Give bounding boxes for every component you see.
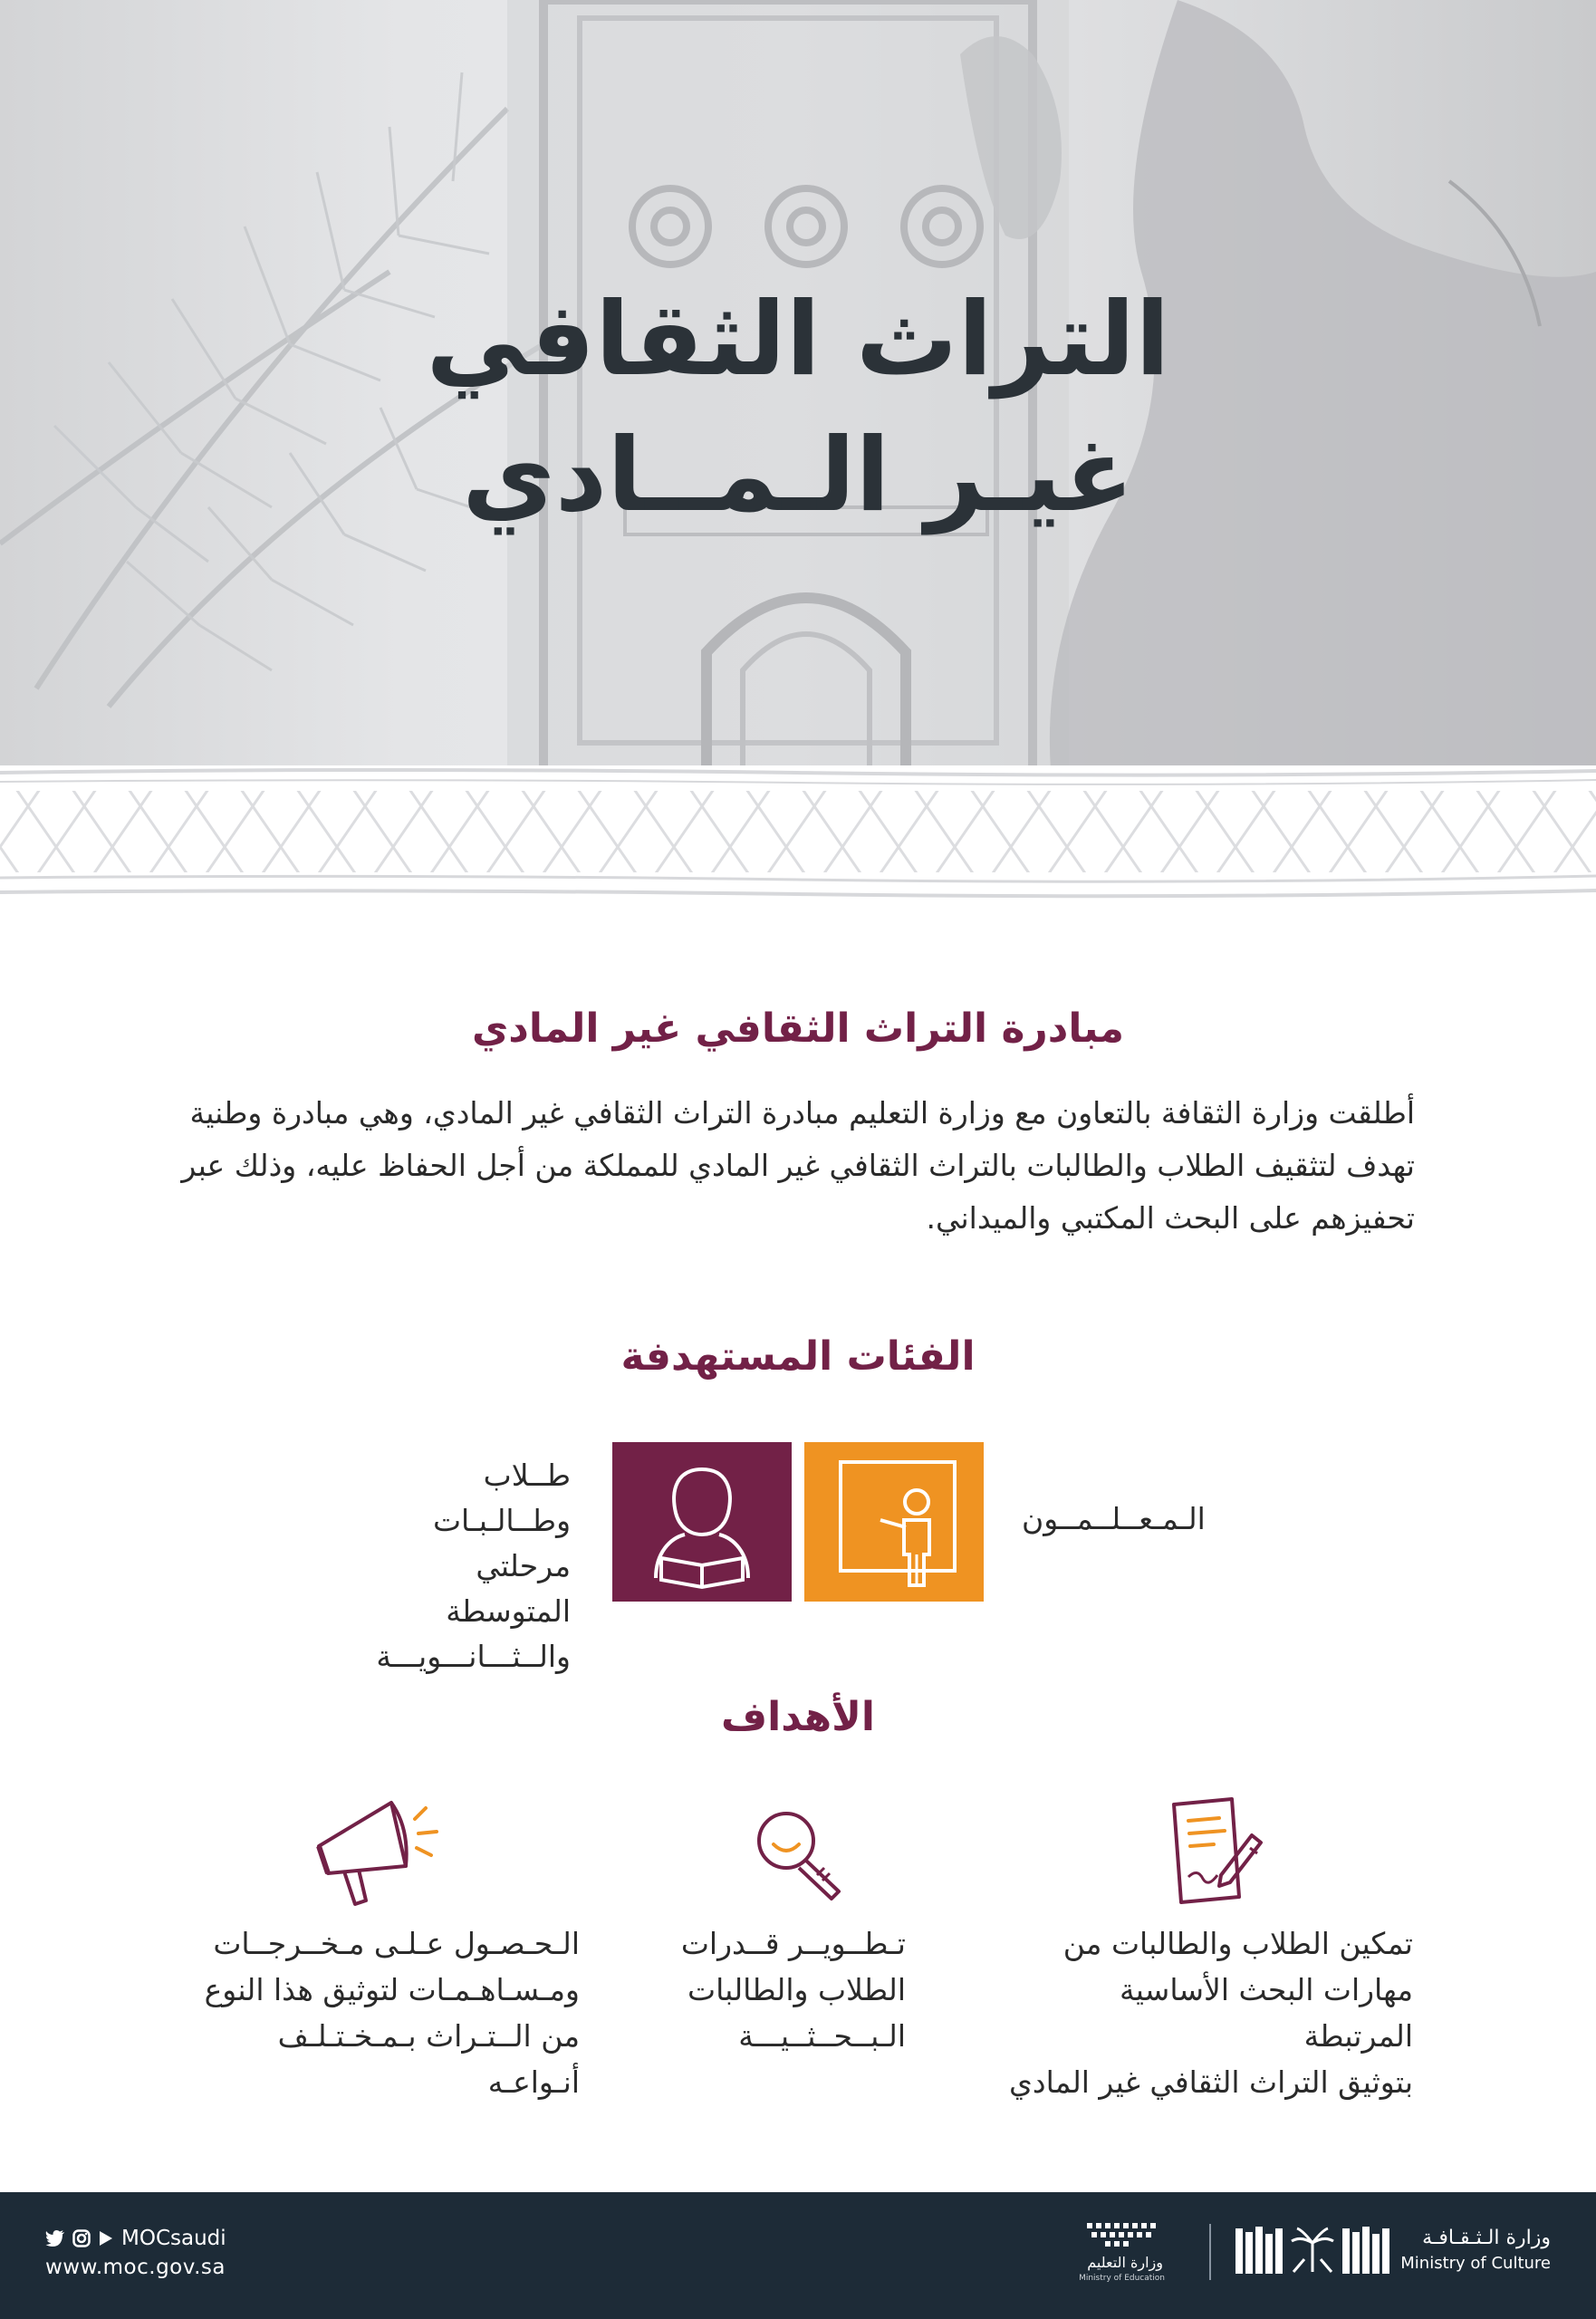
goal-item (1005, 1920, 1413, 2105)
students-tile (612, 1442, 792, 1602)
social-handle[interactable]: MOCsaudi (121, 2227, 226, 2250)
students-label-line: طــلاب وطــالـبـات (432, 1458, 571, 1538)
goals-heading: الأهداف (721, 1694, 875, 1740)
students-label-line: والــثـــانـــويـــة (376, 1639, 571, 1674)
teacher-at-board-icon (804, 1442, 984, 1602)
goal-line: تمكين الطلاب والطالبات من (1062, 1926, 1413, 1961)
ministry-of-culture-logo (1235, 2223, 1389, 2277)
target-groups-heading: الفئات المستهدفة (620, 1333, 976, 1380)
initiative-description (181, 1087, 1415, 1245)
goal-line: بتوثيق التراث الثقافي غير المادي (1009, 2064, 1413, 2100)
goal-line: الـبــحــثــيـــة (738, 2018, 906, 2054)
website-link[interactable]: www.moc.gov.sa (45, 2256, 226, 2279)
hero-title-line1: التراث الثقافي (426, 281, 1170, 399)
moe-name-ar: وزارة التعليم (1087, 2254, 1163, 2271)
goal-line: ومـسـاهـمـات لتوثيق هذا النوع (204, 1972, 580, 2007)
moc-name-en: Ministry of Culture (1400, 2254, 1551, 2273)
initiative-line: تحفيزهم على البحث المكتبي والميداني. (926, 1200, 1415, 1236)
hero-title-line2: غيـر الـمــادي (462, 417, 1134, 534)
initiative-line: أطلقت وزارة الثقافة بالتعاون مع وزارة التعليم مبادرة التراث الثقافي غير المادي، وهي مبادرة وطنية (189, 1095, 1415, 1131)
youtube-icon[interactable] (98, 2229, 114, 2247)
goal-line: الـحـصـول عـلـى مـخــرجــات (213, 1926, 580, 1961)
hero-title (0, 272, 1596, 544)
students-label (353, 1453, 571, 1679)
students-label-line: مرحلتي المتوسطة (446, 1548, 571, 1629)
goal-line: الطلاب والطالبات (687, 1972, 906, 2007)
hero-banner (0, 0, 1596, 770)
goal-item (652, 1920, 906, 2059)
goal-item (181, 1920, 580, 2105)
document-pen-icon (1161, 1795, 1266, 1908)
ministry-of-education-logo (1051, 2218, 1187, 2254)
twitter-icon[interactable] (45, 2229, 65, 2247)
moc-name-ar: وزارة الـثـقـافـة (1422, 2227, 1551, 2249)
social-links (45, 2227, 226, 2250)
teachers-label: الـمـعــلــمــون (1022, 1501, 1206, 1536)
goal-line: مهارات البحث الأساسية المرتبطة (1120, 1972, 1413, 2054)
initiative-heading: مبادرة التراث الثقافي غير المادي (471, 1006, 1125, 1052)
initiative-line: تهدف لتثقيف الطلاب والطالبات بالتراث الثقافي غير المادي للمملكة من أجل الحفاظ عليه، وذلك عبر (181, 1148, 1415, 1183)
footer-divider (1209, 2224, 1211, 2280)
goal-line: تـطــويــر قــدرات (680, 1926, 906, 1961)
instagram-icon[interactable] (72, 2229, 91, 2247)
decorative-lattice-strip (0, 765, 1596, 900)
megaphone-icon (308, 1792, 444, 1910)
moe-name-en: Ministry of Education (1079, 2274, 1165, 2283)
student-reading-icon (612, 1442, 792, 1602)
goal-line: من الــتـراث بـمـخـتـلـف أنـواعـه (277, 2018, 580, 2100)
teachers-tile (804, 1442, 984, 1602)
magnifier-icon (748, 1804, 850, 1906)
